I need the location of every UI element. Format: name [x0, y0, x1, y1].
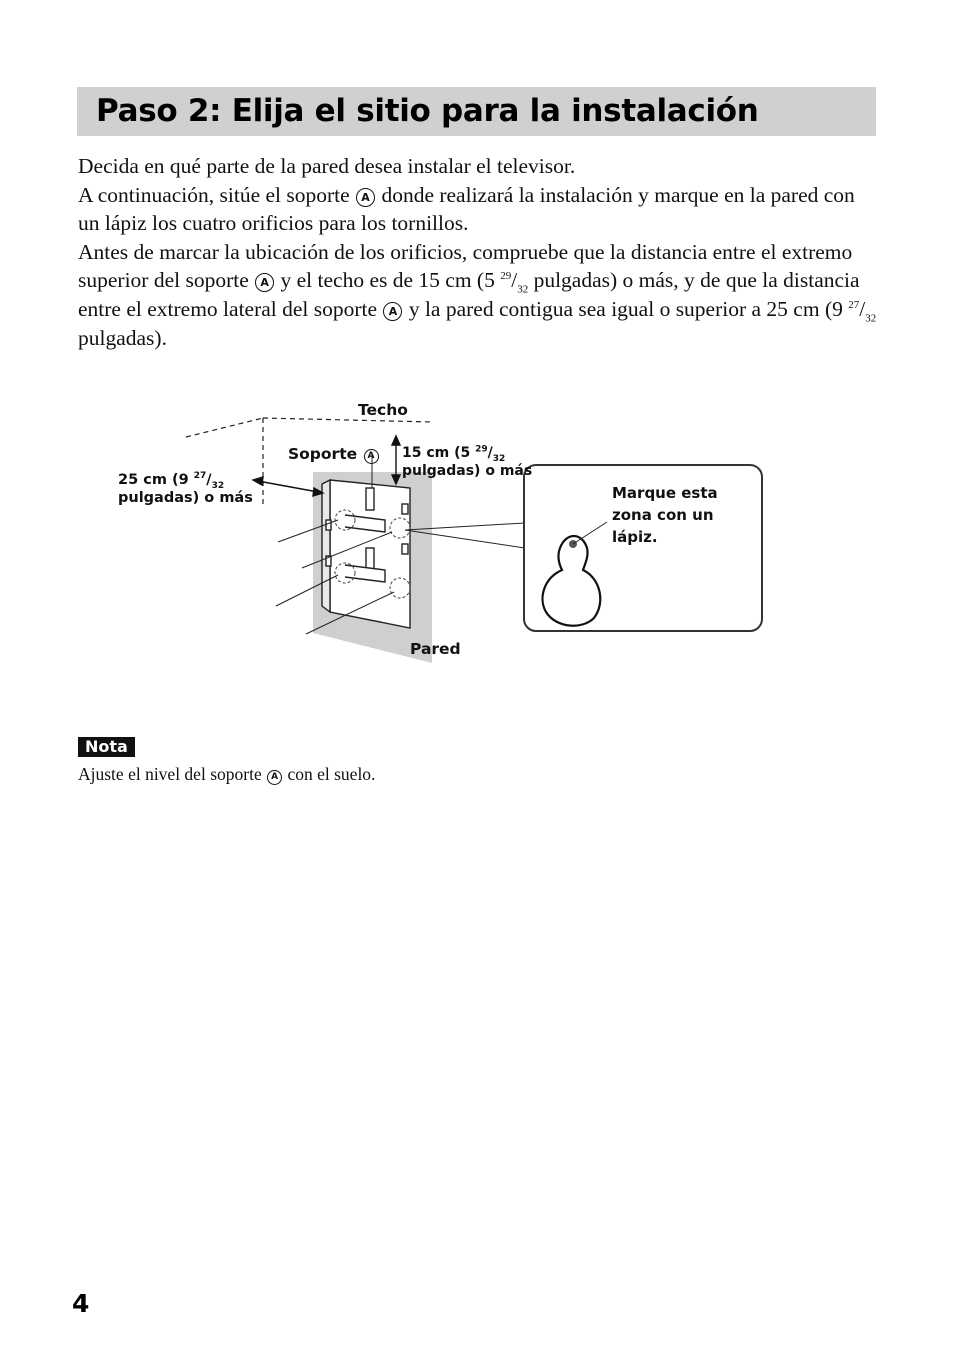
- page-number: 4: [72, 1289, 90, 1318]
- circled-a-icon: A: [383, 302, 402, 321]
- label-top-distance: 15 cm (5 $^{29}/_{32}$ pulgadas) o más: [402, 444, 533, 479]
- circled-a-icon: A: [267, 770, 282, 785]
- instruction-paragraph-2: A continuación, sitúe el soporte A donde realizará la instalación y marque en la pared con un lápiz los cuatro orificios para los tornillos.: [78, 182, 855, 236]
- label-mark-zone: Marque esta zona con un lápiz.: [612, 484, 718, 546]
- label-techo: Techo: [358, 401, 408, 419]
- circled-a-icon: A: [364, 449, 379, 464]
- installation-illustration: [0, 380, 954, 700]
- installation-diagram: [0, 380, 954, 700]
- instructions-body: [78, 152, 878, 352]
- label-pared: Pared: [410, 640, 461, 658]
- note-text: Ajuste el nivel del soporte A con el suelo.: [78, 764, 376, 784]
- note-badge: Nota: [78, 737, 135, 757]
- circled-a-icon: A: [255, 273, 274, 292]
- instruction-line-1: Decida en qué parte de la pared desea instalar el televisor.: [78, 154, 576, 178]
- instruction-paragraph-3: Antes de marcar la ubicación de los orificios, compruebe que la distancia entre el extremo superior del soporte A y el techo es de 15 cm (5 $^{29}/_{32}$ pulgadas) o más, y de que la distancia entre el extremo lateral del soporte A y la pared contigua sea igual o superior a 25 cm (9 $^{27}/_{32}$ pulgadas).: [78, 239, 877, 350]
- label-soporte: Soporte A: [288, 444, 380, 464]
- page-title: Paso 2: Elija el sitio para la instalación: [96, 93, 759, 129]
- circled-a-icon: A: [356, 188, 375, 207]
- label-side-distance: 25 cm (9 $^{27}/_{32}$ pulgadas) o más: [118, 471, 253, 506]
